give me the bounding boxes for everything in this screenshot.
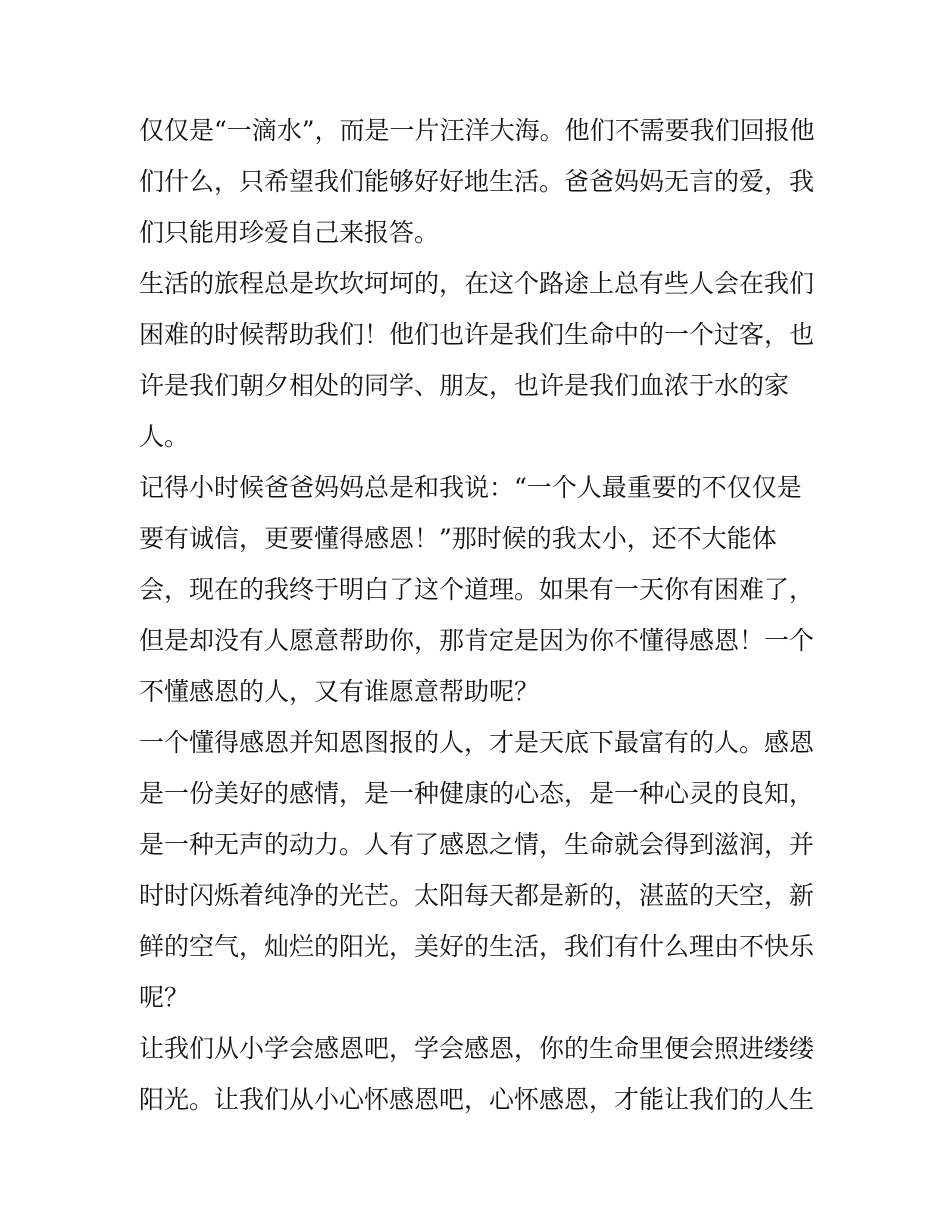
text-line: 让我们从小学会感恩吧，学会感恩，你的生命里便会照进缕缕 bbox=[139, 1034, 815, 1063]
text-line: 们只能用珍爱自己来报答。 bbox=[139, 218, 440, 247]
text-line: 们什么，只希望我们能够好好地生活。爸爸妈妈无言的爱，我 bbox=[139, 167, 815, 196]
text-line: 人。 bbox=[139, 422, 190, 451]
text-line: 记得小时候爸爸妈妈总是和我说：“一个人最重要的不仅仅是 bbox=[139, 473, 802, 502]
text-line: 是一种无声的动力。人有了感恩之情，生命就会得到滋润，并 bbox=[139, 830, 815, 859]
text-line: 但是却没有人愿意帮助你，那肯定是因为你不懂得感恩！一个 bbox=[139, 626, 815, 655]
body-text bbox=[139, 105, 819, 1125]
text-line: 仅仅是“一滴水”，而是一片汪洋大海。他们不需要我们回报他 bbox=[139, 116, 815, 145]
text-line: 要有诚信，更要懂得感恩！”那时候的我太小，还不大能体 bbox=[139, 524, 777, 553]
text-line: 许是我们朝夕相处的同学、朋友，也许是我们血浓于水的家 bbox=[139, 371, 790, 400]
text-line: 会，现在的我终于明白了这个道理。如果有一天你有困难了， bbox=[139, 575, 815, 604]
text-line: 不懂感恩的人，又有谁愿意帮助呢？ bbox=[139, 677, 540, 706]
text-line: 生活的旅程总是坎坎坷坷的，在这个路途上总有些人会在我们 bbox=[139, 269, 815, 298]
text-line: 阳光。让我们从小心怀感恩吧，心怀感恩，才能让我们的人生 bbox=[139, 1085, 815, 1114]
text-line: 一个懂得感恩并知恩图报的人，才是天底下最富有的人。感恩 bbox=[139, 728, 815, 757]
text-line: 时时闪烁着纯净的光芒。太阳每天都是新的，湛蓝的天空，新 bbox=[139, 881, 815, 910]
text-line: 困难的时候帮助我们！他们也许是我们生命中的一个过客，也 bbox=[139, 320, 815, 349]
text-line: 鲜的空气，灿烂的阳光，美好的生活，我们有什么理由不快乐 bbox=[139, 932, 815, 961]
text-line: 是一份美好的感情，是一种健康的心态，是一种心灵的良知， bbox=[139, 779, 815, 808]
text-line: 呢？ bbox=[139, 983, 190, 1012]
